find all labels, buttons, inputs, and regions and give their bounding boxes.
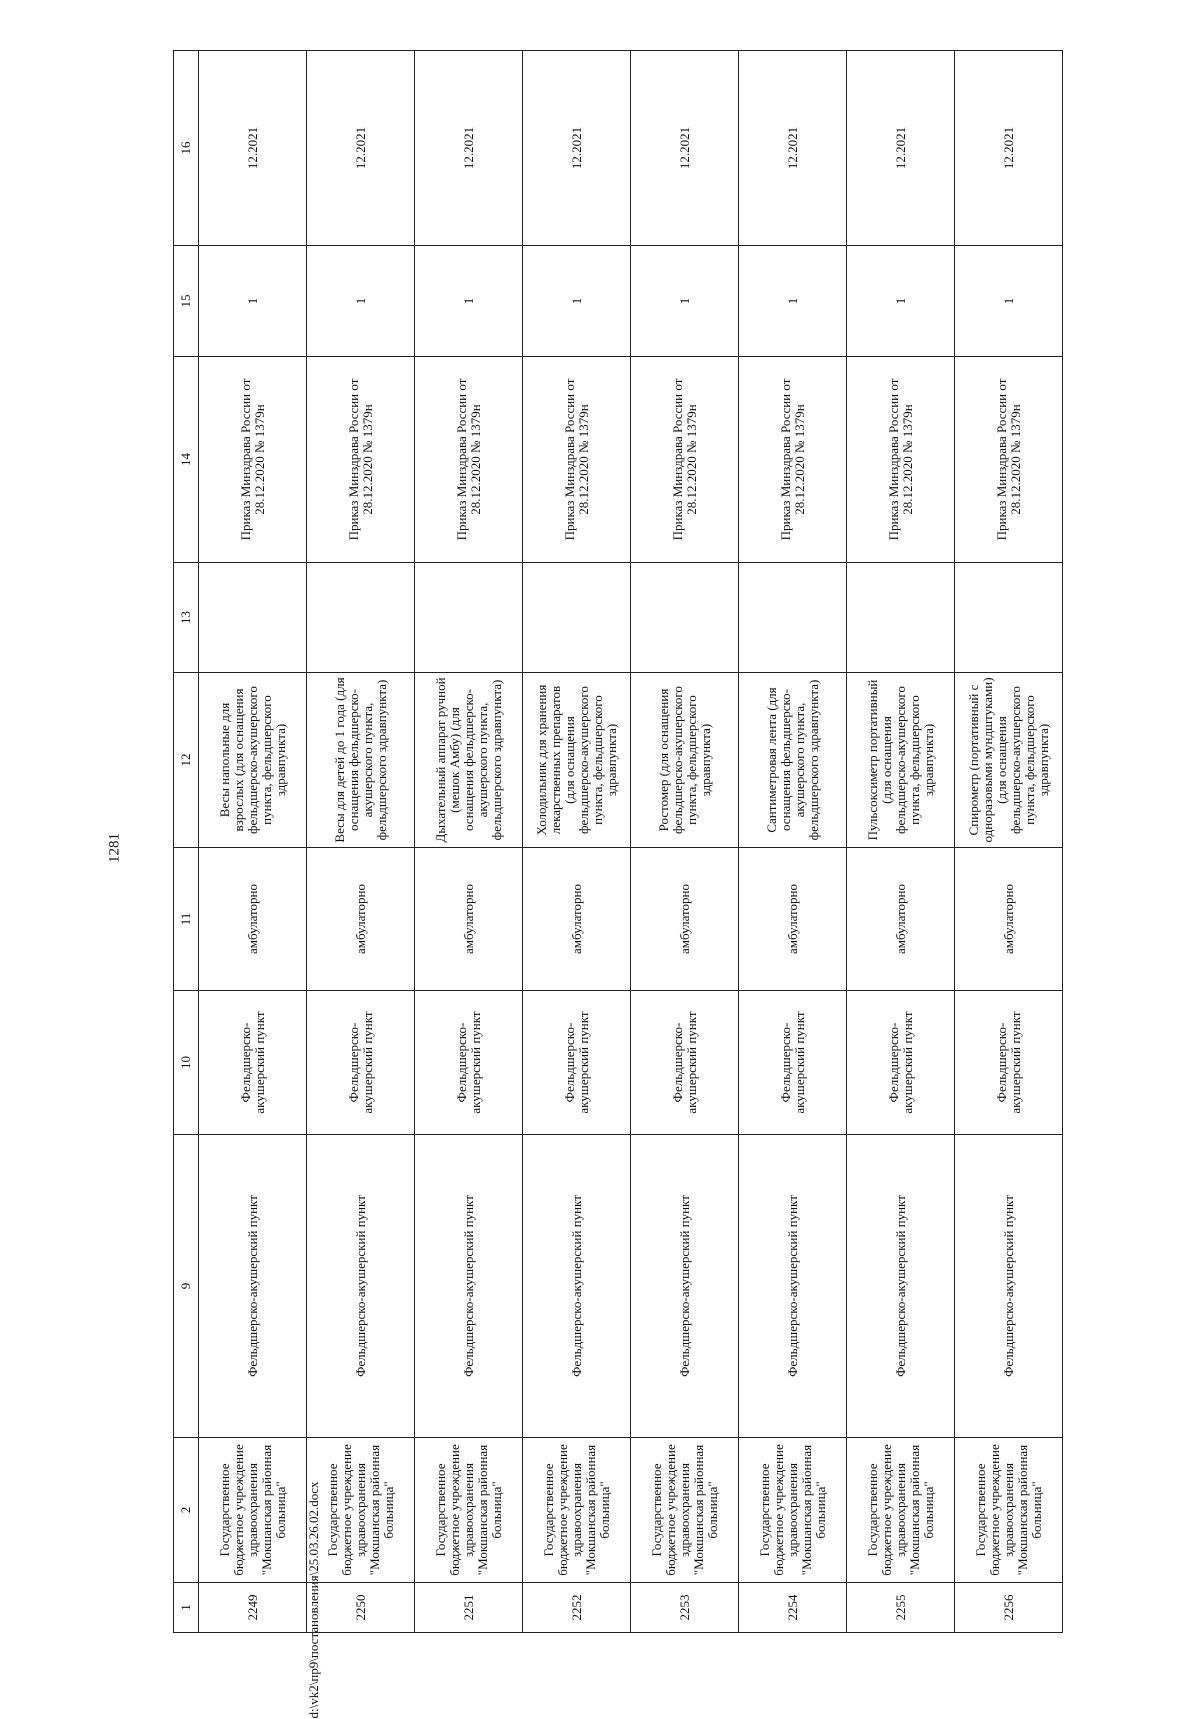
cell-c13 — [523, 563, 631, 673]
cell-c11: амбулаторно — [847, 848, 955, 991]
rotated-table-container — [173, 51, 1051, 1633]
cell-c10: Фельдшерско-акушерский пункт — [739, 991, 847, 1135]
table-row — [955, 51, 1063, 1633]
cell-c1: 2253 — [631, 1583, 739, 1633]
cell-c14: Приказ Минздрава России от 28.12.2020 № 1379н — [523, 357, 631, 563]
table-row — [415, 51, 523, 1633]
cell-c9: Фельдшерско-акушерский пункт — [847, 1135, 955, 1438]
cell-c16: 12.2021 — [199, 51, 307, 246]
cell-c13 — [955, 563, 1063, 673]
cell-c14: Приказ Минздрава России от 28.12.2020 № 1379н — [415, 357, 523, 563]
column-header-9: 9 — [174, 1135, 199, 1438]
cell-c13 — [847, 563, 955, 673]
cell-c15: 1 — [955, 246, 1063, 357]
cell-c12: Пульсоксиметр портативный (для оснащения фельдшерско-акушерского пункта, фельдшерского здравпункта) — [847, 673, 955, 848]
cell-c11: амбулаторно — [307, 848, 415, 991]
cell-c2: Государственное бюджетное учреждение здравоохранения "Мокшанская районная больница" — [415, 1438, 523, 1583]
cell-c14: Приказ Минздрава России от 28.12.2020 № 1379н — [631, 357, 739, 563]
cell-c13 — [307, 563, 415, 673]
cell-c16: 12.2021 — [955, 51, 1063, 246]
cell-c13 — [415, 563, 523, 673]
cell-c14: Приказ Минздрава России от 28.12.2020 № 1379н — [739, 357, 847, 563]
column-header-12: 12 — [174, 673, 199, 848]
cell-c16: 12.2021 — [739, 51, 847, 246]
cell-c11: амбулаторно — [739, 848, 847, 991]
cell-c9: Фельдшерско-акушерский пункт — [631, 1135, 739, 1438]
cell-c14: Приказ Минздрава России от 28.12.2020 № 1379н — [307, 357, 415, 563]
cell-c1: 2252 — [523, 1583, 631, 1633]
cell-c10: Фельдшерско-акушерский пункт — [199, 991, 307, 1135]
cell-c12: Холодильник для хранения лекарственных препаратов (для оснащения фельдшерско-акушерского пункта, фельдшерского здравпункта) — [523, 673, 631, 848]
cell-c11: амбулаторно — [955, 848, 1063, 991]
column-header-10: 10 — [174, 991, 199, 1135]
cell-c1: 2249 — [199, 1583, 307, 1633]
cell-c1: 2254 — [739, 1583, 847, 1633]
cell-c1: 2255 — [847, 1583, 955, 1633]
cell-c10: Фельдшерско-акушерский пункт — [847, 991, 955, 1135]
cell-c9: Фельдшерско-акушерский пункт — [523, 1135, 631, 1438]
column-header-13: 13 — [174, 563, 199, 673]
cell-c12: Весы напольные для взрослых (для оснащения фельдшерско-акушерского пункта, фельдшерского здравпункта) — [199, 673, 307, 848]
column-header-2: 2 — [174, 1438, 199, 1583]
cell-c9: Фельдшерско-акушерский пункт — [415, 1135, 523, 1438]
cell-c15: 1 — [739, 246, 847, 357]
table-row — [847, 51, 955, 1633]
cell-c13 — [199, 563, 307, 673]
cell-c12: Ростомер (для оснащения фельдшерско-акушерского пункта, фельдшерского здравпункта) — [631, 673, 739, 848]
cell-c1: 2251 — [415, 1583, 523, 1633]
cell-c15: 1 — [199, 246, 307, 357]
cell-c11: амбулаторно — [523, 848, 631, 991]
cell-c1: 2250 — [307, 1583, 415, 1633]
table-header-row — [174, 51, 199, 1633]
cell-c10: Фельдшерско-акушерский пункт — [523, 991, 631, 1135]
cell-c12: Спирометр (портативный с одноразовыми мундштуками) (для оснащения фельдшерско-акушерского пункта, фельдшерского здравпункта) — [955, 673, 1063, 848]
cell-c2: Государственное бюджетное учреждение здравоохранения "Мокшанская районная больница" — [199, 1438, 307, 1583]
column-header-1: 1 — [174, 1583, 199, 1633]
page-number: 1281 — [106, 833, 123, 863]
equipment-table — [173, 50, 1063, 1633]
cell-c12: Сантиметровая лента (для оснащения фельдшерско-акушерского пункта, фельдшерского здравпункта) — [739, 673, 847, 848]
column-header-16: 16 — [174, 51, 199, 246]
cell-c14: Приказ Минздрава России от 28.12.2020 № 1379н — [955, 357, 1063, 563]
cell-c9: Фельдшерско-акушерский пункт — [739, 1135, 847, 1438]
cell-c16: 12.2021 — [415, 51, 523, 246]
cell-c15: 1 — [523, 246, 631, 357]
cell-c15: 1 — [415, 246, 523, 357]
cell-c10: Фельдшерско-акушерский пункт — [307, 991, 415, 1135]
cell-c2: Государственное бюджетное учреждение здравоохранения "Мокшанская районная больница" — [955, 1438, 1063, 1583]
cell-c10: Фельдшерско-акушерский пункт — [955, 991, 1063, 1135]
cell-c14: Приказ Минздрава России от 28.12.2020 № 1379н — [199, 357, 307, 563]
table-body — [199, 51, 1063, 1633]
footer-file-path: d:\vk2\пр9\постановления\25.03.26.02.docx — [306, 1481, 321, 1719]
cell-c16: 12.2021 — [847, 51, 955, 246]
column-header-14: 14 — [174, 357, 199, 563]
cell-c2: Государственное бюджетное учреждение здравоохранения "Мокшанская районная больница" — [307, 1438, 415, 1583]
table-row — [523, 51, 631, 1633]
cell-c16: 12.2021 — [523, 51, 631, 246]
cell-c15: 1 — [307, 246, 415, 357]
cell-c14: Приказ Минздрава России от 28.12.2020 № 1379н — [847, 357, 955, 563]
column-header-15: 15 — [174, 246, 199, 357]
table-row — [307, 51, 415, 1633]
table-row — [199, 51, 307, 1633]
column-header-11: 11 — [174, 848, 199, 991]
cell-c16: 12.2021 — [307, 51, 415, 246]
cell-c13 — [739, 563, 847, 673]
cell-c1: 2256 — [955, 1583, 1063, 1633]
cell-c11: амбулаторно — [199, 848, 307, 991]
cell-c2: Государственное бюджетное учреждение здравоохранения "Мокшанская районная больница" — [523, 1438, 631, 1583]
cell-c2: Государственное бюджетное учреждение здравоохранения "Мокшанская районная больница" — [739, 1438, 847, 1583]
cell-c15: 1 — [847, 246, 955, 357]
cell-c15: 1 — [631, 246, 739, 357]
cell-c11: амбулаторно — [631, 848, 739, 991]
cell-c12: Весы для детей до 1 года (для оснащения фельдшерско-акушерского пункта, фельдшерского здравпункта) — [307, 673, 415, 848]
cell-c9: Фельдшерско-акушерский пункт — [199, 1135, 307, 1438]
cell-c11: амбулаторно — [415, 848, 523, 991]
cell-c2: Государственное бюджетное учреждение здравоохранения "Мокшанская районная больница" — [631, 1438, 739, 1583]
cell-c10: Фельдшерско-акушерский пункт — [631, 991, 739, 1135]
table-row — [739, 51, 847, 1633]
cell-c10: Фельдшерско-акушерский пункт — [415, 991, 523, 1135]
table-row — [631, 51, 739, 1633]
cell-c9: Фельдшерско-акушерский пункт — [955, 1135, 1063, 1438]
cell-c9: Фельдшерско-акушерский пункт — [307, 1135, 415, 1438]
cell-c13 — [631, 563, 739, 673]
cell-c12: Дыхательный аппарат ручной (мешок Амбу) (для оснащения фельдшерско-акушерского пункта, фельдшерского здравпункта) — [415, 673, 523, 848]
cell-c16: 12.2021 — [631, 51, 739, 246]
cell-c2: Государственное бюджетное учреждение здравоохранения "Мокшанская районная больница" — [847, 1438, 955, 1583]
